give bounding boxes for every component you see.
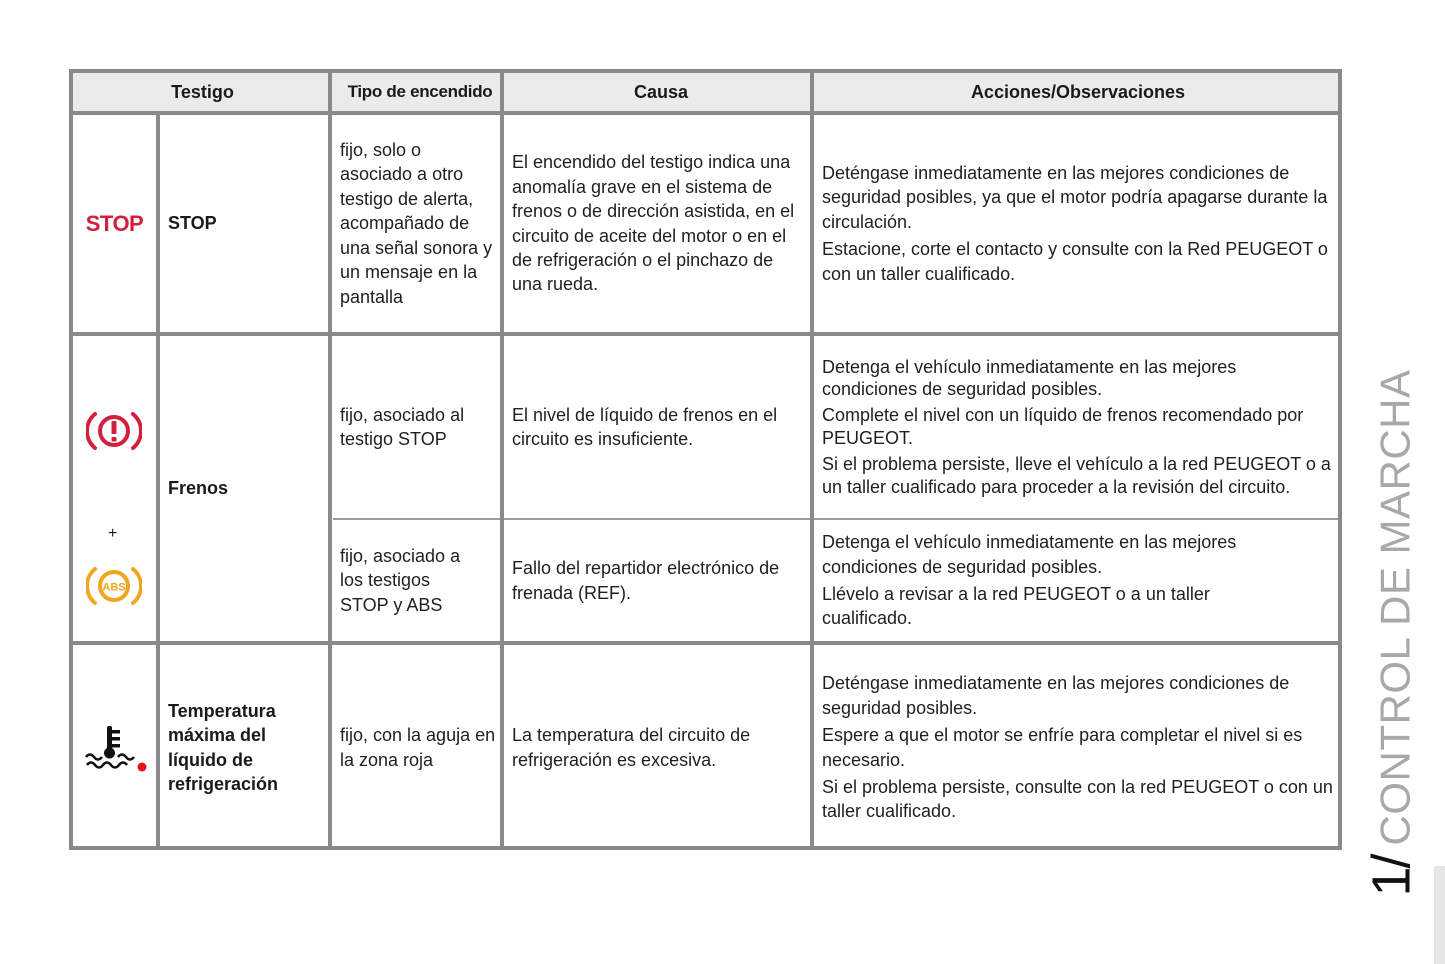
abs-warning-icon — [86, 564, 142, 608]
chapter-label: CONTROL DE MARCHA — [1372, 369, 1419, 846]
row-temp-tipo: fijo, con la aguja en la zona roja — [340, 725, 496, 770]
coolant-temperature-icon — [83, 722, 147, 774]
warning-lights-table — [69, 69, 1342, 850]
header-tipo: Tipo de encendido — [347, 82, 493, 101]
chapter-side-title — [1362, 369, 1422, 897]
row-frenos-b-tipo: fijo, asociado a los testigos STOP y ABS — [340, 545, 461, 615]
page-edge-tab — [1434, 866, 1445, 964]
row-temp-causa: La temperatura del circuito de refrigeración es excesiva. — [512, 725, 751, 770]
row-stop-name: STOP — [168, 213, 217, 234]
row-stop-acciones: Deténgase inmediatamente en las mejores condiciones de seguridad posibles, ya que el motor podría apagarse durante la circulación. Estacione, corte el contacto y consulte con la Red PEUGEOT o con un taller cualificado. — [822, 162, 1328, 284]
row-frenos-icon-cell — [73, 336, 156, 641]
header-acciones: Acciones/Observaciones — [970, 81, 1186, 102]
row-frenos-b-causa: Fallo del repartidor electrónico de frenada (REF). — [512, 558, 780, 603]
row-frenos-a-causa: El nivel de líquido de frenos en el circuito es insuficiente. — [512, 404, 778, 449]
row-temp-acciones: Deténgase inmediatamente en las mejores condiciones de seguridad posibles. Espere a que el motor se enfríe para completar el nivel si es necesario. Si el problema persiste, consulte con la red PEUGEOT o con un taller cualificado. — [822, 673, 1333, 822]
chapter-number: 1/ — [1362, 855, 1422, 897]
svg-text:ABS: ABS — [102, 581, 126, 594]
row-temp-name: Temperatura máxima del líquido de refrigeración — [168, 700, 279, 794]
header-testigo: Testigo — [171, 81, 234, 102]
row-stop-tipo: fijo, solo o asociado a otro testigo de alerta, acompañado de una señal sonora y un mensaje en la pantalla — [340, 140, 493, 307]
brake-warning-icon — [86, 409, 142, 453]
header-causa: Causa — [633, 81, 689, 102]
row-stop-causa: El encendido del testigo indica una anomalía grave en el sistema de frenos o de dirección asistida, en el circuito de aceite del motor o en el de refrigeración o el pinchazo de una rueda. — [512, 152, 795, 295]
stop-warning-icon: STOP — [85, 210, 144, 236]
row-frenos-b-acciones: Detenga el vehículo inmediatamente en las mejores condiciones de seguridad posibles. Llévelo a revisar a la red PEUGEOT o a un taller cualificado. — [822, 532, 1237, 629]
row-frenos-name: Frenos — [168, 478, 229, 499]
plus-sign: + — [108, 525, 118, 542]
row-frenos-a-tipo: fijo, asociado al testigo STOP — [340, 404, 465, 449]
row-stop-icon-cell — [73, 115, 156, 332]
row-temp-icon-cell — [73, 645, 156, 850]
row-frenos-a-acciones: Detenga el vehículo inmediatamente en las mejores condiciones de seguridad posibles. Complete el nivel con un líquido de frenos recomendado por PEUGEOT. Si el problema persiste, lleve el vehículo a la red PEUGEOT o a un taller cualificado para proceder a la revisión del circuito. — [822, 356, 1331, 497]
